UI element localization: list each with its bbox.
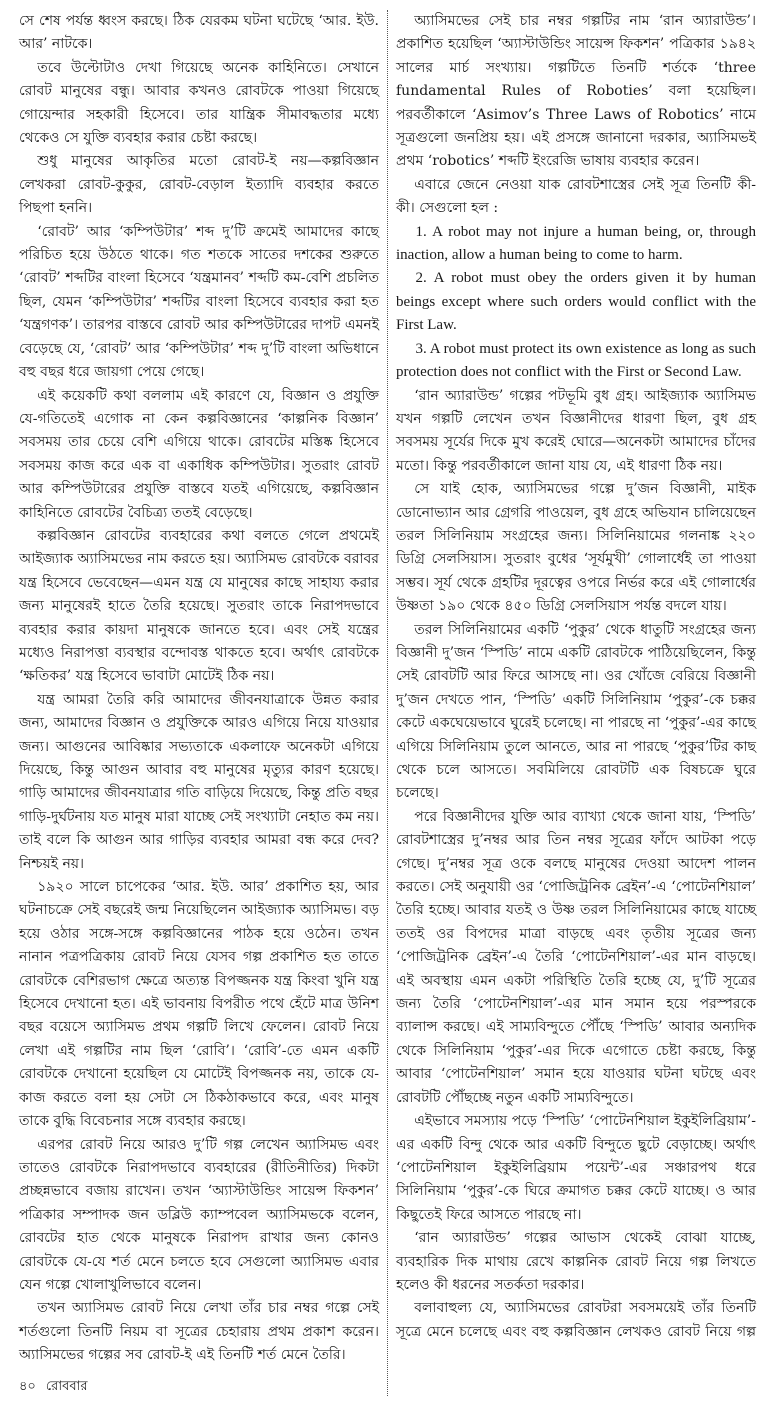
- paragraph: ১৯২০ সালে চাপেকের ‘আর. ইউ. আর’ প্রকাশিত হয়, আর ঘটনাচক্রে সেই বছরেই জন্ম নিয়েছিলেন আইজ্যাক অ্যাসিমভ। বড় হয়ে ওঠার সঙ্গে-সঙ্গে কল্পবিজ্ঞানের পাঠক হয়ে ওঠেন। তখন নানান পত্রপত্রিকায় রোবট নিয়ে যেসব গল্প প্রকাশিত হত তাতে রোবটকে বেশিরভাগ ক্ষেত্রে অত্যন্ত বিপজ্জনক যন্ত্র কিংবা খুনি যন্ত্র হিসেবে দেখানো হত। এই ভাবনায় বিপরীত পথে হেঁটে মাত্র উনিশ বছর বয়েসে অ্যাসিমভ প্রথম গল্পটি লিখে ফেলেন। রোবট নিয়ে লেখা এই গল্পটির নাম ছিল ‘রোবি’। ‘রোবি’-তে এমন একটি রোবটকে দেখানো হয়েছিল যে মোটেই বিপজ্জনক নয়, তাকে যে-কাজ করতে বলা হয় সেটা সে ঠিকঠাকভাবে করে, এবং মানুষ তাকে বুদ্ধি বিবেচনার সঙ্গে ব্যবহার করছে।: [19, 879, 379, 1130]
- right-column: [387, 10, 756, 1396]
- robotics-law-2: 2. A robot must obey the orders given it by human beings except where such orders would conflict with the First Law.: [396, 270, 756, 334]
- paragraph: তবে উল্টোটাও দেখা গিয়েছে অনেক কাহিনিতে। সেখানে রোবট মানুষের বন্ধু। আবার কখনও রোবটকে পাওয়া গিয়েছে গোয়েন্দার সহকারী হিসেবে। তার যান্ত্রিক সীমাবদ্ধতার মধ্যে থেকেও সে যুক্তি ব্যবহার করার চেষ্টা করছে।: [19, 59, 379, 147]
- paragraph: পরে বিজ্ঞানীদের যুক্তি আর ব্যাখ্যা থেকে জানা যায়, ‘স্পিডি’ রোবটশাস্ত্রের দু’নম্বর আর তিন নম্বর সূত্রের ফাঁদে আটকা পড়ে গেছে। দু’নম্বর সূত্র ওকে বলছে মানুষের দেওয়া আদেশ পালন করতে। সেই অনুযায়ী ওর ‘পোজিট্রনিক ব্রেইন’-এ ‘পোটেনশিয়াল’ তৈরি হচ্ছে। আবার যতই ও উষ্ণ তরল সিলিনিয়ামের কাছে যাচ্ছে ততই ওর বিপদের মাত্রা বাড়ছে এবং তৃতীয় সূত্রের জন্য ‘পোজিট্রনিক ব্রেইন’-এ তৈরি ‘পোটেনশিয়াল’-এর মান বাড়ছে। এই অবস্থায় এমন একটা পরিস্থিতি তৈরি হচ্ছে যে, দু’টি সূত্রের জন্য তৈরি ‘পোটেনশিয়াল’-এর মান সমান হয়ে পরস্পরকে ব্যালান্স করছে। এই সাম্যবিন্দুতে পৌঁছে ‘স্পিডি’ আবার অন্যদিক থেকে সিলিনিয়াম ‘পুকুর’-এর দিকে এগোতে চেষ্টা করছে, কিন্তু আবার ‘পোটেনশিয়াল’ সমান হয়ে যাওয়ার ঘটনা ঘটছে এবং রোবটটি পৌঁছচ্ছে নতুন একটি সাম্যবিন্দুতে।: [396, 808, 756, 1106]
- paragraph: শুধু মানুষের আকৃতির মতো রোবট-ই নয়—কল্পবিজ্ঞান লেখকরা রোবট-কুকুর, রোবট-বেড়াল ইত্যাদি ব্যবহার করতে পিছপা হননি।: [19, 153, 379, 217]
- paragraph: ‘রান অ্যারাউন্ড’ গল্পের আভাস থেকেই বোঝা যাচ্ছে, ব্যবহারিক দিক মাথায় রেখে কাল্পনিক রোবট নিয়ে গল্প লিখতে হলেও কী ধরনের সতর্কতা দরকার।: [396, 1230, 756, 1293]
- paragraph: তখন অ্যাসিমভ রোবট নিয়ে লেখা তাঁর চার নম্বর গল্পে সেই শর্তগুলো তিনটি নিয়ম বা সূত্রের চেহারায় প্রথম প্রকাশ করেন। অ্যাসিমভের গল্পের সব রোবট-ই এই তিনটি শর্ত মেনে তৈরি।: [19, 1300, 379, 1364]
- paragraph: ‘রোবট’ আর ‘কম্পিউটার’ শব্দ দু’টি ক্রমেই আমাদের কাছে পরিচিত হয়ে উঠতে থাকে। গত শতকে সাতের দশকের শুরুতে ‘রোবট’ শব্দটির বাংলা হিসেবে ‘যন্ত্রমানব’ শব্দটি কম-বেশি প্রচলিত ছিল, যেমন ‘কম্পিউটার’ শব্দটির বাংলা হিসেবে ব্যবহার করা হত ‘যন্ত্রগণক’। তারপর বাস্তবে রোবট আর কম্পিউটারের দাপট এমনই বেড়েছে যে, ‘রোবট’ আর ‘কম্পিউটার’ শব্দ দু’টি বাংলা অভিধানে বহু বছর ধরে জায়গা পেয়ে গেছে।: [19, 223, 379, 381]
- paragraph: সে যাই হোক, অ্যাসিমভের গল্পে দু’জন বিজ্ঞানী, মাইক ডোনোভ্যান আর গ্রেগরি পাওয়েল, বুধ গ্রহে অভিযান চালিয়েছেন তরল সিলিনিয়াম সংগ্রহের জন্য। সিলিনিয়ামের গলনাঙ্ক ২২০ ডিগ্রি সেলসিয়াস। সুতরাং বুধের ‘সূর্যমুখী’ গোলার্ধেই তা পাওয়া সম্ভব। সূর্য থেকে গ্রহটির দূরত্বের ওপরে নির্ভর করে এই গোলার্ধের উষ্ণতা ১৯০ থেকে ৪৫০ ডিগ্রি সেলসিয়াস পর্যন্ত বদলে যায়।: [396, 481, 756, 615]
- paragraph: তরল সিলিনিয়ামের একটি ‘পুকুর’ থেকে ধাতুটি সংগ্রহের জন্য বিজ্ঞানী দু’জন ‘স্পিডি’ নামে একটি রোবটকে পাঠিয়েছিলেন, কিন্তু সেই রোবটটি আর ফিরে আসছে না। ওর খোঁজে বেরিয়ে বিজ্ঞানী দু’জন দেখতে পান, ‘স্পিডি’ একটি সিলিনিয়াম ‘পুকুর’-কে চক্কর কেটে একঘেয়েভাবে ঘুরেই চলেছে। না পারছে না ‘পুকুর’-এর কাছে এগিয়ে সিলিনিয়াম তুলে আনতে, আর না পারছে ‘পুকুর’টির কাছ থেকে চলে আসতে। সবমিলিয়ে রোবটটি এক বিষচক্রে ঘুরে চলেছে।: [396, 621, 756, 802]
- magazine-name: রোববার: [45, 1378, 88, 1394]
- paragraph: এই কয়েকটি কথা বললাম এই কারণে যে, বিজ্ঞান ও প্রযুক্তি যে-গতিতেই এগোক না কেন কল্পবিজ্ঞানের ‘কাল্পনিক বিজ্ঞান’ সবসময় তার চেয়ে বেশি এগিয়ে থাকে। রোবটের মস্তিষ্ক হিসেবে সবসময় কাজ করে এক বা একাধিক কম্পিউটার। সুতরাং রোবট আর কম্পিউটারের প্রযুক্তি বাস্তবে যতই এগিয়েছে, কল্পবিজ্ঞান কাহিনিতে রোবটের বৈচিত্র্য ততই বেড়েছে।: [19, 387, 379, 521]
- paragraph: অ্যাসিমভের সেই চার নম্বর গল্পটির নাম ‘রান অ্যারাউন্ড’। প্রকাশিত হয়েছিল ‘অ্যাস্টাউন্ডিং সায়েন্স ফিকশন’ পত্রিকার ১৯৪২ সালের মার্চ সংখ্যায়। গল্পটিতে তিনটি শর্তকে ‘three fundamental Rules of Roboties’ বলা হয়েছিল। পরবর্তীকালে ‘Asimov’s Three Laws of Robotics’ নামে সূত্রগুলো জনপ্রিয় হয়। এই প্রসঙ্গে জানানো দরকার, অ্যাসিমভই প্রথম ‘robotics’ শব্দটি ইংরেজি ভাষায় ব্যবহার করেন।: [396, 13, 756, 170]
- paragraph: এইভাবে সমস্যায় পড়ে ‘স্পিডি’ ‘পোটেনশিয়াল ইকুইলিব্রিয়াম’-এর একটি বিন্দু থেকে আর একটি বিন্দুতে ছুটে বেড়াচ্ছে। অর্থাৎ ‘পোটেনশিয়াল ইকুইলিব্রিয়াম পয়েন্ট’-এর সঞ্চারপথ ধরে সিলিনিয়াম ‘পুকুর’-কে ঘিরে ক্রমাগত চক্কর কেটে যাচ্ছে। ও আর কিছুতেই ফিরে আসতে পারছে না।: [396, 1113, 756, 1223]
- paragraph: ‘রান অ্যারাউন্ড’ গল্পের পটভূমি বুধ গ্রহ। আইজ্যাক অ্যাসিমভ যখন গল্পটি লেখেন তখন বিজ্ঞানীদের ধারণা ছিল, বুধ গ্রহ সবসময় সূর্যের দিকে মুখ করেই ঘোরে—অনেকটা আমাদের চাঁদের মতো। কিন্তু পরবর্তীকালে জানা যায় যে, এই ধারণা ঠিক নয়।: [396, 387, 756, 474]
- paragraph: এরপর রোবট নিয়ে আরও দু’টি গল্প লেখেন অ্যাসিমভ এবং তাতেও রোবটকে নিরাপদভাবে ব্যবহারের (রীতিনীতির) দিকটা প্রচ্ছন্নভাবে বজায় রাখেন। তখন ‘অ্যাস্টাউন্ডিং সায়েন্স ফিকশন’ পত্রিকার সম্পাদক জন ডব্লিউ ক্যাম্পবেল অ্যাসিমভকে বলেন, রোবটের হাত থেকে মানুষকে নিরাপদ রাখার জন্য কোনও রোবটকে যে-যে শর্ত মেনে চলতে হবে সেগুলো অ্যাসিমভ এবার যেন গল্পে খোলাখুলিভাবে বলেন।: [19, 1136, 379, 1293]
- paragraph: সে শেষ পর্যন্ত ধ্বংস করছে। ঠিক যেরকম ঘটনা ঘটেছে ‘আর. ইউ. আর’ নাটকে।: [19, 13, 379, 53]
- robotics-law-1: 1. A robot may not injure a human being, or, through inaction, allow a human being to come to harm.: [396, 223, 756, 264]
- robotics-law-3: 3. A robot must protect its own existence as long as such protection does not conflict with the First or Second Law.: [396, 340, 756, 381]
- left-column-wrapper: [19, 10, 379, 1396]
- page-footer: [19, 1378, 379, 1396]
- paragraph: এবারে জেনে নেওয়া যাক রোবটশাস্ত্রের সেই সূত্র তিনটি কী-কী। সেগুলো হল :: [396, 176, 756, 217]
- paragraph: কল্পবিজ্ঞান রোবটের ব্যবহারের কথা বলতে গেলে প্রথমেই আইজ্যাক অ্যাসিমভের নাম করতে হয়। অ্যাসিমভ রোবটকে বরাবর যন্ত্র হিসেবে ভেবেছেন—এমন যন্ত্র যে মানুষের কাছে সাহায্য করার জন্য মানুষেরই হাতে তৈরি হয়েছে। সুতরাং তাকে নিরাপদভাবে ব্যবহার করার কায়দা মানুষকে জানতে হবে। এবং সেই যন্ত্রের মধ্যেও নিরাপত্তা ব্যবস্থার বন্দোবস্ত থাকতে হবে। অর্থাৎ রোবটকে ‘ক্ষতিকর’ যন্ত্র হিসেবে ভাবাটা মোটেই ঠিক নয়।: [19, 527, 379, 685]
- left-column: [19, 10, 379, 1368]
- page-number: ৪০: [19, 1378, 36, 1394]
- paragraph: যন্ত্র আমরা তৈরি করি আমাদের জীবনযাত্রাকে উন্নত করার জন্য, আমাদের বিজ্ঞান ও প্রযুক্তিকে আরও এগিয়ে নিয়ে যাওয়ার জন্য। আগুনের আবিষ্কার সভ্যতাকে একলাফে অনেকটা এগিয়ে দিয়েছে, কিন্তু আগুন আবার বহু মানুষের মৃত্যুর কারণ হয়েছে। গাড়ি আমাদের জীবনযাত্রার গতি বাড়িয়ে দিয়েছে, কিন্তু প্রতি বছর গাড়ি-দুর্ঘটনায় যত মানুষ মারা যাচ্ছে সেই সংখ্যাটা নেহাত কম নয়। তাই বলে কি আগুন আর গাড়ির ব্যবহার আমরা বন্ধ করে দেব? নিশ্চয়ই নয়।: [19, 691, 379, 872]
- paragraph: বলাবাহুল্য যে, অ্যাসিমভের রোবটরা সবসময়েই তাঁর তিনটি সূত্রে মেনে চলেছে এবং বহু কল্পবিজ্ঞান লেখকও রোবট নিয়ে গল্প: [396, 1300, 756, 1340]
